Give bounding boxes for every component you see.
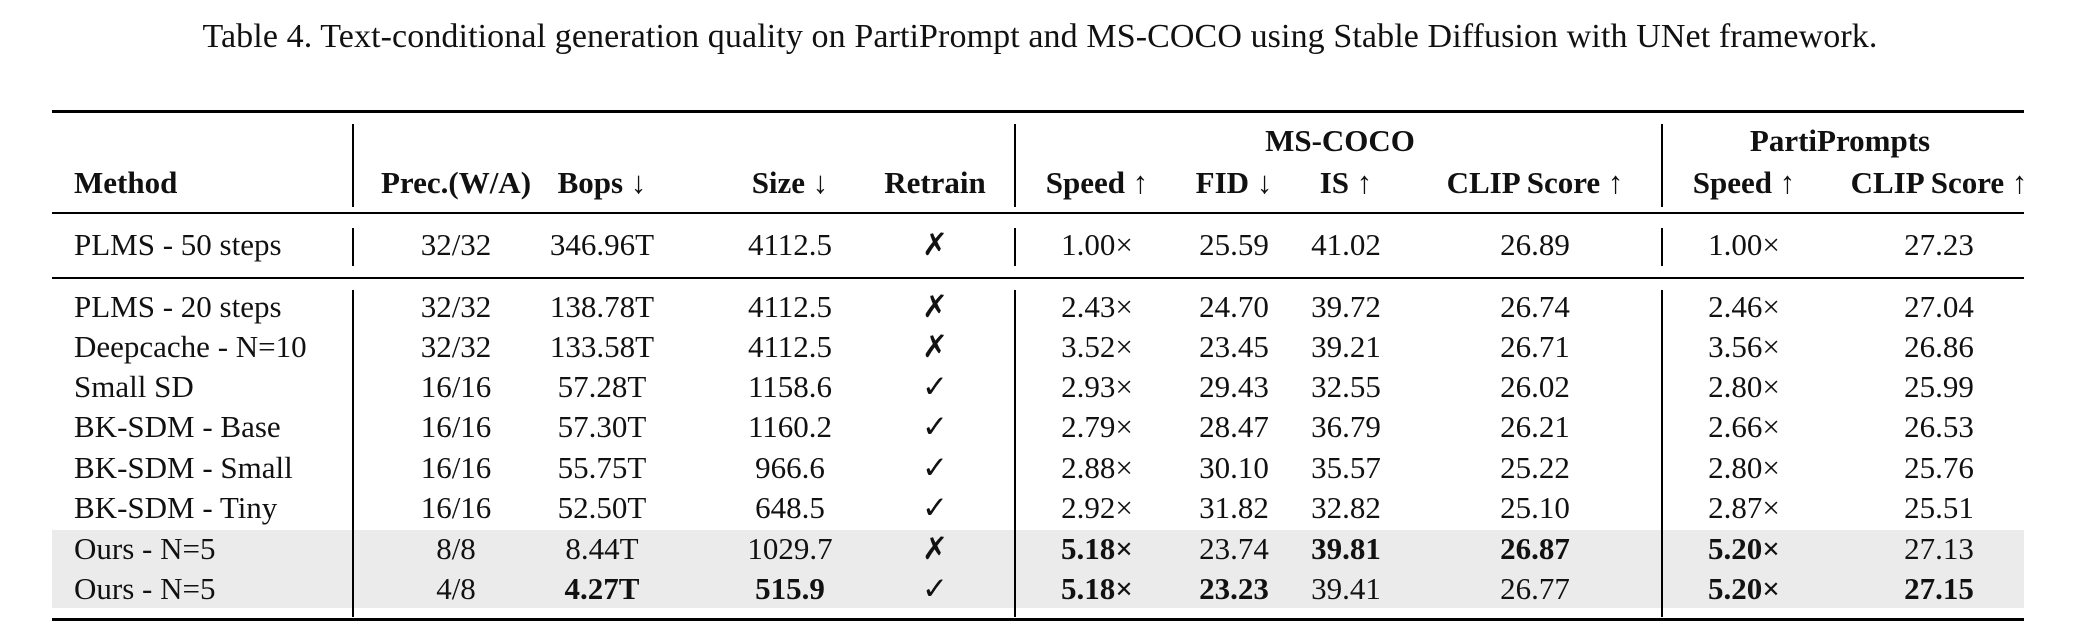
table-cell-retrain: ✓ xyxy=(922,571,948,606)
top-rule xyxy=(52,110,2024,113)
table-cell-coco-clip: 26.74 xyxy=(1500,289,1570,324)
header-retrain: Retrain xyxy=(884,165,986,200)
table-cell-coco-fid: 24.70 xyxy=(1199,289,1269,324)
table-cell-coco-speed: 5.18× xyxy=(1061,571,1133,606)
table-cell-retrain: ✓ xyxy=(922,450,948,485)
group-header-mscoco: MS-COCO xyxy=(1265,123,1415,158)
table-cell-coco-clip: 26.77 xyxy=(1500,571,1570,606)
table-cell-parti-clip: 27.15 xyxy=(1904,571,1974,606)
table-cell-method: Ours - N=5 xyxy=(74,571,216,606)
table-cell-coco-fid: 23.74 xyxy=(1199,531,1269,566)
bottom-rule xyxy=(52,618,2024,621)
table-cell-precision: 8/8 xyxy=(436,531,476,566)
header-coco-speed: Speed ↑ xyxy=(1045,165,1149,200)
baseline-retrain: ✗ xyxy=(922,227,948,262)
header-method: Method xyxy=(74,165,178,200)
table-cell-size: 4112.5 xyxy=(747,289,833,324)
table-cell-coco-fid: 28.47 xyxy=(1199,409,1269,444)
baseline-rule xyxy=(52,277,2024,279)
header-size: Size ↓ xyxy=(751,165,829,200)
column-divider xyxy=(352,124,354,207)
table-cell-precision: 16/16 xyxy=(420,369,492,404)
table-cell-bops: 57.30T xyxy=(557,409,647,444)
table-cell-parti-clip: 27.04 xyxy=(1904,289,1974,324)
table-cell-coco-is: 39.72 xyxy=(1311,289,1381,324)
table-cell-coco-fid: 23.45 xyxy=(1199,329,1269,364)
table-cell-precision: 4/8 xyxy=(436,571,476,606)
table-cell-bops: 138.78T xyxy=(549,289,655,324)
table-cell-parti-speed: 3.56× xyxy=(1708,329,1780,364)
table-cell-size: 966.6 xyxy=(755,450,825,485)
table-cell-coco-fid: 29.43 xyxy=(1199,369,1269,404)
table-cell-method: Deepcache - N=10 xyxy=(74,329,307,364)
table-cell-precision: 16/16 xyxy=(420,409,492,444)
header-bops: Bops ↓ xyxy=(557,165,647,200)
header-rule xyxy=(52,212,2024,214)
table-cell-retrain: ✗ xyxy=(922,289,948,324)
table-cell-size: 648.5 xyxy=(755,490,825,525)
table-cell-bops: 55.75T xyxy=(557,450,647,485)
table-cell-retrain: ✗ xyxy=(922,329,948,364)
table-cell-method: BK-SDM - Small xyxy=(74,450,293,485)
table-cell-coco-clip: 26.87 xyxy=(1500,531,1570,566)
table-cell-coco-is: 32.82 xyxy=(1311,490,1381,525)
table-cell-coco-speed: 3.52× xyxy=(1061,329,1133,364)
table-cell-parti-clip: 25.99 xyxy=(1904,369,1974,404)
baseline-method: PLMS - 50 steps xyxy=(74,227,282,262)
table-cell-parti-clip: 25.76 xyxy=(1904,450,1974,485)
table-cell-coco-is: 35.57 xyxy=(1311,450,1381,485)
table-cell-size: 1160.2 xyxy=(747,409,833,444)
baseline-parti-speed: 1.00× xyxy=(1708,227,1780,262)
table-cell-parti-speed: 2.66× xyxy=(1708,409,1780,444)
table-cell-coco-fid: 31.82 xyxy=(1199,490,1269,525)
table-cell-size: 4112.5 xyxy=(747,329,833,364)
table-cell-parti-clip: 26.53 xyxy=(1904,409,1974,444)
table-cell-parti-speed: 5.20× xyxy=(1708,571,1780,606)
table-cell-method: BK-SDM - Tiny xyxy=(74,490,278,525)
table-cell-coco-speed: 2.43× xyxy=(1061,289,1133,324)
table-cell-coco-clip: 26.02 xyxy=(1500,369,1570,404)
column-divider xyxy=(1661,290,1663,617)
table-cell-size: 515.9 xyxy=(755,571,825,606)
table-cell-coco-speed: 2.88× xyxy=(1061,450,1133,485)
table-cell-parti-clip: 25.51 xyxy=(1904,490,1974,525)
table-cell-coco-speed: 5.18× xyxy=(1061,531,1133,566)
table-cell-parti-speed: 5.20× xyxy=(1708,531,1780,566)
table-caption: Table 4. Text-conditional generation quality on PartiPrompt and MS-COCO using Stable Diffusion with UNet framework. xyxy=(202,18,1878,55)
table-cell-precision: 16/16 xyxy=(420,450,492,485)
table-cell-coco-speed: 2.79× xyxy=(1061,409,1133,444)
table-cell-parti-clip: 27.13 xyxy=(1904,531,1974,566)
baseline-precision: 32/32 xyxy=(420,227,492,262)
table-cell-coco-fid: 30.10 xyxy=(1199,450,1269,485)
table-cell-bops: 133.58T xyxy=(549,329,655,364)
table-cell-parti-speed: 2.87× xyxy=(1708,490,1780,525)
table-cell-coco-clip: 25.22 xyxy=(1500,450,1570,485)
table-cell-coco-is: 39.41 xyxy=(1311,571,1381,606)
table-cell-size: 1029.7 xyxy=(747,531,833,566)
table-cell-parti-speed: 2.46× xyxy=(1708,289,1780,324)
column-divider xyxy=(1014,290,1016,617)
table-cell-method: PLMS - 20 steps xyxy=(74,289,282,324)
column-divider xyxy=(352,228,354,266)
table-cell-coco-is: 36.79 xyxy=(1311,409,1381,444)
group-header-partiprompts: PartiPrompts xyxy=(1749,123,1931,158)
table-cell-parti-speed: 2.80× xyxy=(1708,369,1780,404)
column-divider xyxy=(1661,124,1663,207)
table-cell-retrain: ✓ xyxy=(922,409,948,444)
baseline-bops: 346.96T xyxy=(549,227,655,262)
table-cell-coco-fid: 23.23 xyxy=(1199,571,1269,606)
table-cell-method: Small SD xyxy=(74,369,194,404)
header-coco-clip: CLIP Score ↑ xyxy=(1446,165,1624,200)
table-cell-coco-is: 39.21 xyxy=(1311,329,1381,364)
baseline-coco-clip: 26.89 xyxy=(1500,227,1570,262)
header-coco-fid: FID ↓ xyxy=(1195,165,1273,200)
column-divider xyxy=(1014,124,1016,207)
table-cell-parti-clip: 26.86 xyxy=(1904,329,1974,364)
table-cell-method: BK-SDM - Base xyxy=(74,409,281,444)
baseline-parti-clip: 27.23 xyxy=(1904,227,1974,262)
table-cell-coco-is: 32.55 xyxy=(1311,369,1381,404)
table-cell-coco-speed: 2.93× xyxy=(1061,369,1133,404)
table-cell-size: 1158.6 xyxy=(747,369,833,404)
header-parti-clip: CLIP Score ↑ xyxy=(1850,165,2028,200)
table-cell-bops: 8.44T xyxy=(565,531,639,566)
header-precision: Prec.(W/A) xyxy=(380,165,532,200)
header-parti-speed: Speed ↑ xyxy=(1692,165,1796,200)
header-coco-is: IS ↑ xyxy=(1319,165,1373,200)
table-cell-bops: 52.50T xyxy=(557,490,647,525)
table-cell-parti-speed: 2.80× xyxy=(1708,450,1780,485)
baseline-coco-is: 41.02 xyxy=(1311,227,1381,262)
baseline-coco-speed: 1.00× xyxy=(1061,227,1133,262)
table-cell-coco-clip: 25.10 xyxy=(1500,490,1570,525)
table-cell-coco-clip: 26.71 xyxy=(1500,329,1570,364)
table-cell-coco-speed: 2.92× xyxy=(1061,490,1133,525)
table-cell-precision: 16/16 xyxy=(420,490,492,525)
baseline-coco-fid: 25.59 xyxy=(1199,227,1269,262)
baseline-size: 4112.5 xyxy=(747,227,833,262)
table-cell-retrain: ✗ xyxy=(922,531,948,566)
table-cell-coco-clip: 26.21 xyxy=(1500,409,1570,444)
column-divider xyxy=(1014,228,1016,266)
table-cell-method: Ours - N=5 xyxy=(74,531,216,566)
table-cell-retrain: ✓ xyxy=(922,369,948,404)
table-cell-precision: 32/32 xyxy=(420,289,492,324)
table-cell-bops: 57.28T xyxy=(557,369,647,404)
column-divider xyxy=(352,290,354,617)
table-cell-bops: 4.27T xyxy=(564,571,640,606)
column-divider xyxy=(1661,228,1663,266)
table-cell-retrain: ✓ xyxy=(922,490,948,525)
table-cell-precision: 32/32 xyxy=(420,329,492,364)
table-cell-coco-is: 39.81 xyxy=(1311,531,1381,566)
